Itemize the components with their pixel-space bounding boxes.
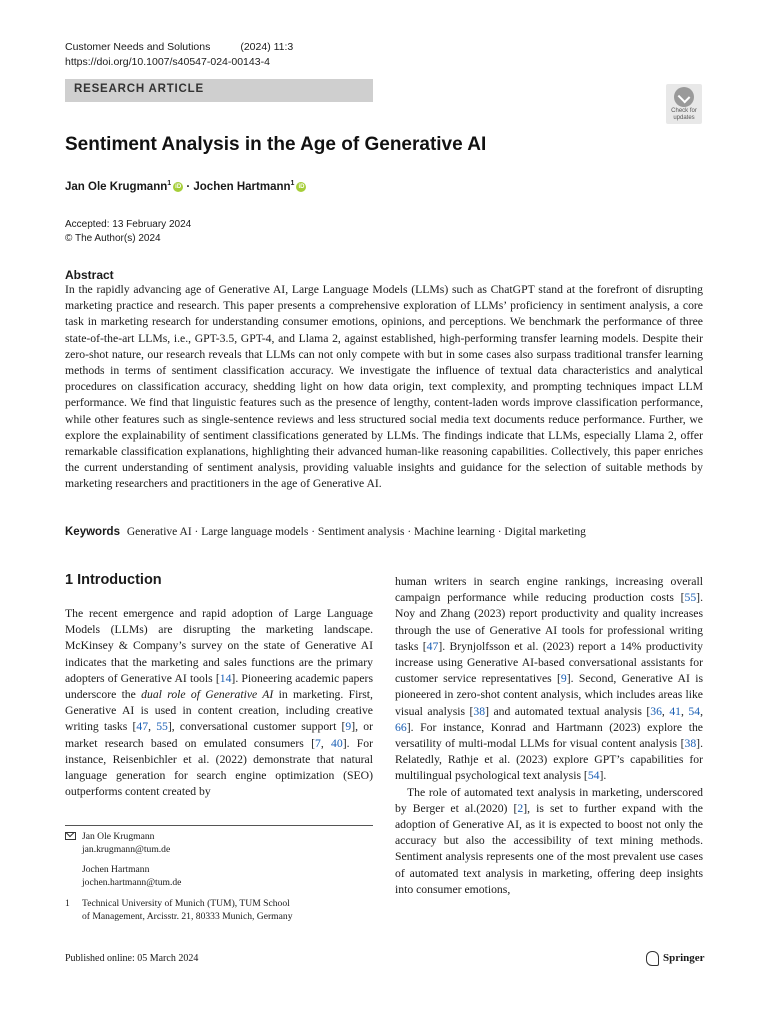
abstract-heading: Abstract [65,268,114,282]
author-list [65,180,306,193]
badge-line2: updates [673,114,695,121]
citation-link[interactable]: 38 [684,737,697,751]
published-date: Published online: 05 March 2024 [65,953,199,964]
author-email-2[interactable]: jochen.hartmann@tum.de [82,876,182,888]
badge-line1: Check for [671,108,697,114]
intro-paragraph-2: The role of automated text analysis in marketing, underscored by Berger et al.(2020) [2], is set to further expand with the adoption of Generative AI, as it is expected to boost not only the accuracy but also the accessibility of text mining methods. Sentiment analysis represents one of the most prevalent use cases of automated text analysis in marketing, offering deep insights into consumer emotions, [395,785,703,896]
author-2[interactable]: Jochen Hartmann [193,180,291,193]
springer-horse-icon [646,951,659,966]
intro-paragraph-1-cont: human writers in search engine rankings, increasing overall campaign performance while reducing production costs [55]. Noy and Zhang (2023) report productivity and quality increases through the use of Generative AI tools for professional writing tasks [47]. Brynjolfsson et al. (2023) report a 14% productivity increase using Generative AI-based conversational assistants for customer service representatives [9]. Second, Generative AI is pioneered in zero-shot content analysis, which includes areas like visual analysis [38] and automated textual analysis [36, 41, 54, 66]. For instance, Konrad and Hartmann (2023) explore the versatility of multi-modal LLMs for visual content analysis [38]. Relatedly, Rathje et al. (2023) explore GPT’s capabilities for multilingual psychological text analysis [54]. [395,575,703,783]
citation-link[interactable]: 2 [517,801,524,815]
orcid-icon[interactable]: iD [175,183,182,190]
publisher-name: Springer [663,952,705,965]
affiliation-mark: 1 [65,898,70,910]
section-heading-introduction: 1 Introduction [65,572,162,588]
citation-link[interactable]: 40 [331,736,343,750]
citation-link[interactable]: 41 [669,704,681,718]
affiliation-line-2: of Management, Arcisstr. 21, 80333 Munich, Germany [82,910,293,922]
article-type-label: RESEARCH ARTICLE [74,83,204,95]
citation-link[interactable]: 47 [136,720,149,734]
citation-link[interactable]: 9 [560,672,567,686]
keywords-list: Generative AI · Large language models · Sentiment analysis · Machine learning · Digital marketing [126,526,586,538]
envelope-icon [65,832,76,840]
check-for-updates-icon [674,87,694,107]
author-name-2: Jochen Hartmann [82,864,150,876]
paper-title: Sentiment Analysis in the Age of Generative AI [65,134,487,155]
journal-issue: (2024) 11:3 [240,41,294,53]
citation-link[interactable]: 54 [688,704,701,718]
citation-link[interactable]: 66 [395,720,407,734]
citation-link[interactable]: 54 [587,769,600,783]
journal-header [65,40,293,70]
body-column-left [65,606,373,800]
author-name-1: Jan Ole Krugmann [82,831,155,842]
citation-link[interactable]: 55 [156,720,168,734]
correspondence-footnote [65,831,373,889]
citation-link[interactable]: 36 [650,704,662,718]
citation-link[interactable]: 9 [345,720,352,734]
affiliation-footnote [65,898,373,923]
article-type-banner [65,79,373,102]
author-1-affiliation: 1 [167,180,172,187]
citation-link[interactable]: 38 [473,704,486,718]
author-separator: · [183,180,194,193]
doi-link[interactable]: https://doi.org/10.1007/s40547-024-00143-4 [65,56,270,68]
body-column-right [395,574,703,898]
copyright-notice: © The Author(s) 2024 [65,233,161,244]
author-email-1[interactable]: jan.krugmann@tum.de [82,843,171,855]
footnotes [65,831,373,933]
article-dates [65,218,191,246]
footnote-divider [65,825,373,826]
intro-paragraph-1: The recent emergence and rapid adoption of Large Language Models (LLMs) are disrupting the marketing landscape. McKinsey & Company’s survey on the state of Generative AI indicates that the marketing and sales functions are the primary adopters of Generative AI tools [14]. Pioneering academic papers underscore the dual role of Generative AI in marketing. First, Generative AI is used in content creation, including creative writing tasks [47, 55], conversational customer support [9], or market research based on emulated consumers [7, 40]. For instance, Reisenbichler et al. (2022) demonstrate that natural language generation for search engine optimization (SEO) outperforms content created by [65,607,373,799]
journal-name: Customer Needs and Solutions [65,41,211,53]
citation-link[interactable]: 55 [684,591,697,605]
orcid-icon[interactable]: iD [298,183,305,190]
citation-link[interactable]: 47 [426,639,439,653]
affiliation-line-1: Technical University of Munich (TUM), TUM School [82,898,290,910]
accepted-date: Accepted: 13 February 2024 [65,219,192,230]
keywords [65,526,715,538]
keywords-label: Keywords [65,526,120,538]
author-2-affiliation: 1 [290,180,295,187]
abstract-text: In the rapidly advancing age of Generative AI, Large Language Models (LLMs) such as ChatGPT stand at the forefront of disrupting marketing practice and research. This paper presents a comprehensive exploration of LLMs’ proficiency in sentiment analysis, a core task in marketing research for understanding consumer emotions, opinions, and perceptions. We benchmark the performance of three state-of-the-art LLMs, i.e., GPT-3.5, GPT-4, and Llama 2, against established, high-performing transfer learning models. Despite their zero-shot nature, our research reveals that LLMs can not only compete with but in some cases also surpass traditional transfer learning methods in terms of sentiment classification accuracy. We investigate the influence of textual data characteristics and analytical procedures on classification accuracy, shedding light on how data origin, text complexity, and prompting techniques impact LLM performance. We find that linguistic features such as the presence of lengthy, content-laden words improve classification performance, while other features such as single-sentence reviews and less structured social media text documents reduce performance. Further, we explore the explainability of sentiment classifications generated by LLMs. The findings indicate that LLMs, especially Llama 2, offer remarkable classification explanations, highlighting their advanced human-like reasoning capabilities. Collectively, this paper enriches the current understanding of sentiment analysis, providing valuable insights and guidance for the selection of suitable methods by marketing researchers and practitioners in the age of Generative AI. [65,283,703,491]
check-for-updates-badge[interactable] [666,84,702,124]
citation-link[interactable]: 14 [219,671,232,685]
citation-link[interactable]: 7 [314,736,321,750]
author-1[interactable]: Jan Ole Krugmann [65,180,168,193]
publisher-logo [646,951,705,966]
